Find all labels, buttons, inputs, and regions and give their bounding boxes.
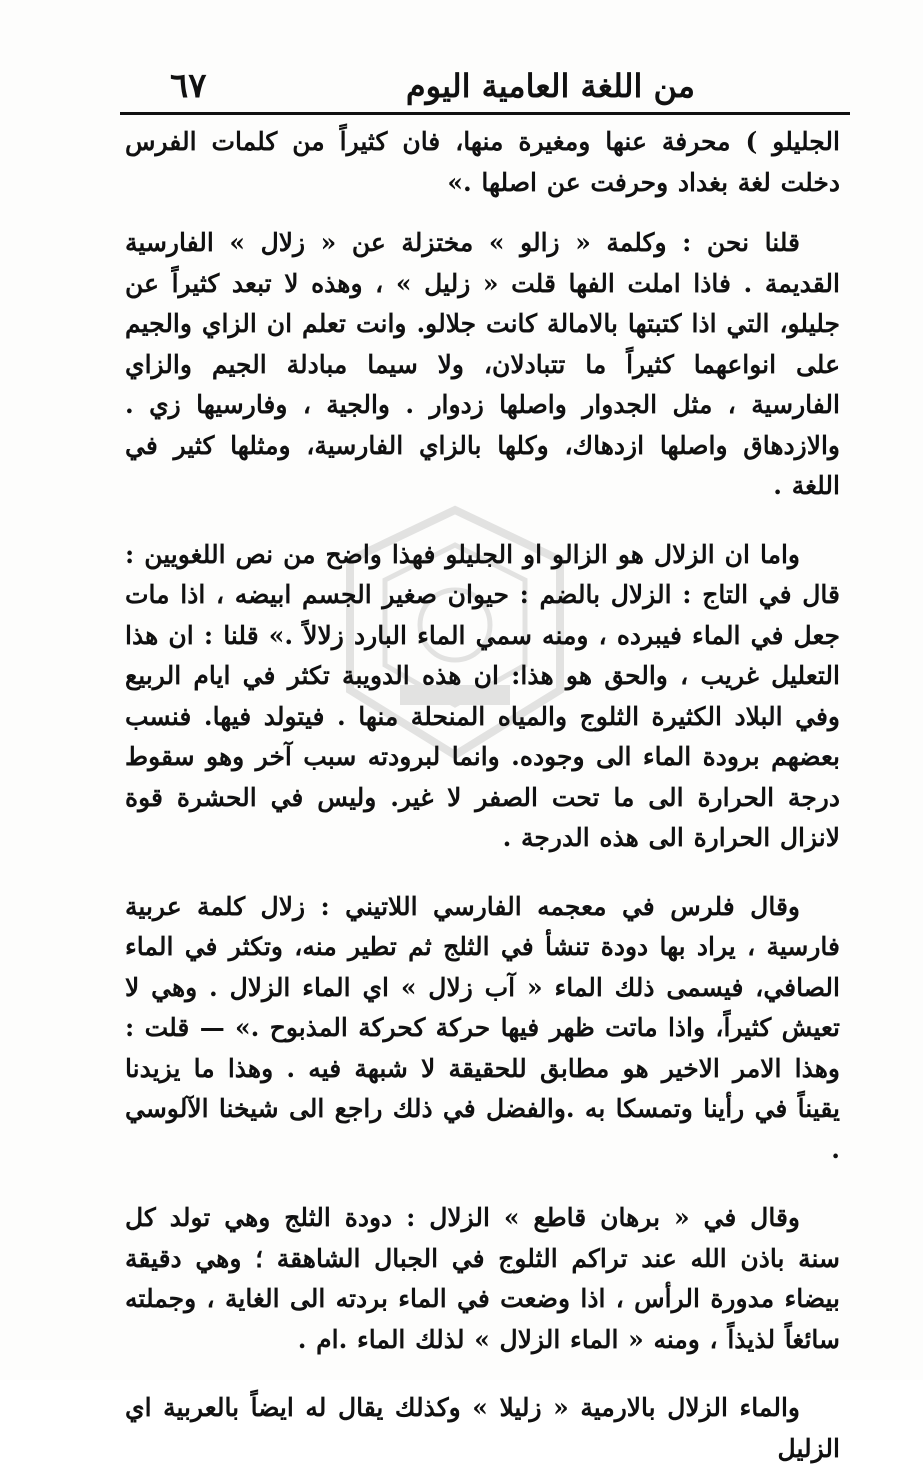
body-text: [125, 122, 840, 1469]
paragraph-4: وقال فلرس في معجمه الفارسي اللاتيني : زلال كلمة عربية فارسية ، يراد بها دودة تنشأ في الثلج ثم تطير منه، وتكثر في الماء الصافي، فيسمى ذلك الماء « آب زلال » اي الماء الزلال . وهي لا تعيش كثيراً، واذا ماتت ظهر فيها حركة كحركة المذبوح .» — قلت : وهذا الامر الاخير هو مطابق للحقيقة لا شبهة فيه . وهذا ما يزيدنا يقيناً في رأينا وتمسكا به .والفضل في ذلك راجع الى شيخنا الآلوسي .: [125, 891, 840, 1164]
page-number: ٦٧: [170, 66, 207, 106]
paragraph-6: والماء الزلال بالارمية « زليلا » وكذلك يقال له ايضاً بالعربية اي الزليل: [125, 1393, 840, 1463]
running-title: من اللغة العامية اليوم: [405, 67, 695, 105]
paragraph-2: قلنا نحن : وكلمة « زالو » مختزلة عن « زلال » الفارسية القديمة . فاذا املت الفها قلت « زليل » ، وهذه لا تبعد كثيراً عن جليلو، التي اذا كتبتها بالامالة كانت جلالو. وانت تعلم ان الزاي والجيم على انواعهما كثيراً ما تتبادلان، ولا سيما مبادلة الجيم والزاي الفارسية ، مثل الجدوار واصلها زدوار . والجية ، وفارسيها زي . والازدهاق واصلها ازدهاك، وكلها بالزاي الفارسية، ومثلها كثير في اللغة .: [125, 228, 840, 500]
running-head: [120, 60, 835, 112]
paragraph-5: وقال في « برهان قاطع » الزلال : دودة الثلج وهي تولد كل سنة باذن الله عند تراكم الثلوج في الجبال الشاهقة ؛ وهي دقيقة بيضاء مدورة الرأس ، اذا وضعت في الماء بردته الى الغاية ، وجملته سائغاً لذيذاً ، ومنه « الماء الزلال » لذلك الماء .ام .: [125, 1203, 840, 1354]
header-rule: [120, 112, 850, 115]
paragraph-3: واما ان الزلال هو الزالو او الجليلو فهذا واضح من نص اللغويين : قال في التاج : الزلال بالضم : حيوان صغير الجسم ابيضه ، اذا مات جعل في الماء فيبرده ، ومنه سمي الماء البارد زلالاً .» قلنا : ان هذا التعليل غريب ، والحق هو هذا: ان هذه الدويبة تكثر في ايام الربيع وفي البلاد الكثيرة الثلوج والمياه المنحلة منها . فيتولد فيها. فنسب بعضهم برودة الماء الى وجوده. وانما لبرودته سبب آخر وهو سقوط درجة الحرارة الى ما تحت الصفر لا غير. وليس في الحشرة قوة لانزال الحرارة الى هذه الدرجة .: [125, 539, 840, 852]
paragraph-1: الجليلو ) محرفة عنها ومغيرة منها، فان كثيراً من كلمات الفرس دخلت لغة بغداد وحرفت عن اصلها .»: [125, 127, 840, 197]
